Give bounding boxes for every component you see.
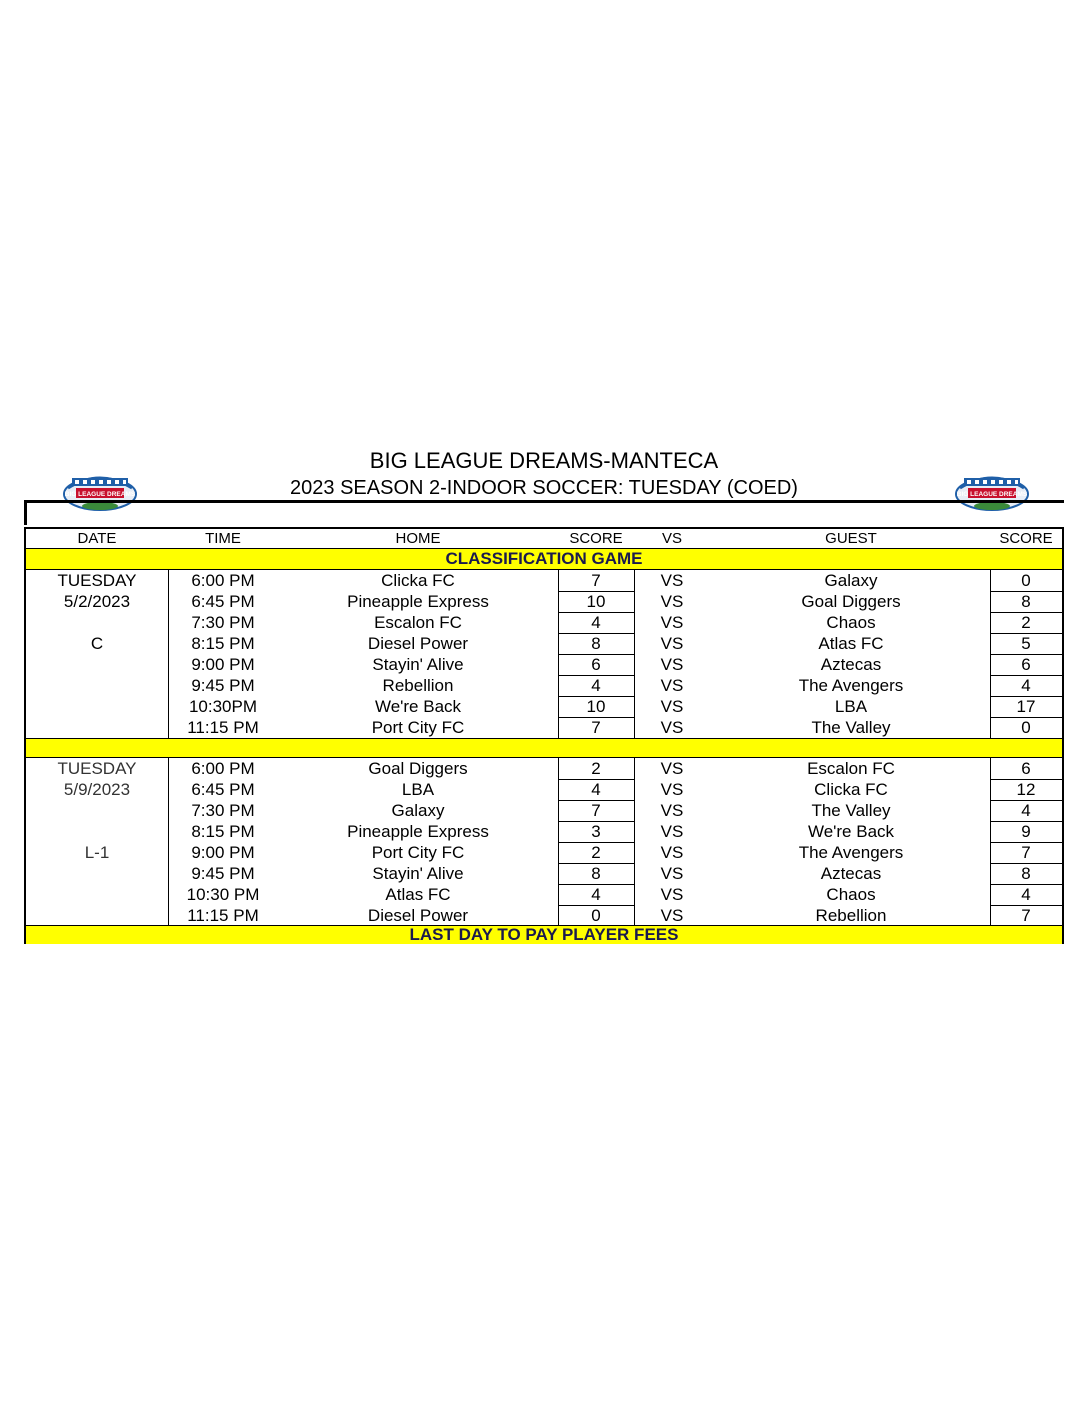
home-score: 10 — [586, 592, 606, 611]
game-row — [26, 842, 1062, 863]
vs-label: VS — [660, 718, 684, 737]
time-col-left-line — [168, 758, 169, 926]
schedule-table — [24, 527, 1064, 944]
score-cell-divider — [990, 654, 1062, 655]
vs-label: VS — [660, 571, 684, 590]
score-cell-divider — [990, 696, 1062, 697]
score-cell-divider — [558, 821, 634, 822]
guest-score: 17 — [1016, 697, 1036, 716]
guest-score: 6 — [1021, 759, 1031, 778]
game-row — [26, 570, 1062, 591]
score-cell-divider — [990, 591, 1062, 592]
score-col-right-line — [634, 758, 635, 926]
score-cell-divider — [558, 842, 634, 843]
guest-score: 4 — [1021, 885, 1031, 904]
game-time: 10:30PM — [188, 697, 258, 716]
header-rule — [24, 500, 1064, 503]
home-team: Pineapple Express — [347, 592, 489, 611]
game-time: 9:45 PM — [191, 864, 255, 883]
vs-label: VS — [660, 780, 684, 799]
score-cell-divider — [990, 717, 1062, 718]
header-rule-tick — [24, 500, 27, 525]
vs-label: VS — [660, 697, 684, 716]
col-guest-score: SCORE — [999, 530, 1053, 547]
home-team: Pineapple Express — [347, 822, 489, 841]
week-2-code: L-1 — [84, 843, 110, 862]
home-score: 4 — [591, 885, 601, 904]
logo-brand-text: BIG LEAGUE DREAMS — [64, 491, 136, 498]
guest-team: Chaos — [826, 613, 876, 632]
home-score: 3 — [591, 822, 601, 841]
guest-team: Rebellion — [815, 906, 887, 925]
week-1-block — [26, 570, 1062, 738]
guest-team: The Avengers — [798, 676, 904, 695]
guest-team: Aztecas — [820, 864, 882, 883]
game-time: 8:15 PM — [191, 822, 255, 841]
col-home-score: SCORE — [569, 530, 623, 547]
guest-team: Atlas FC — [818, 634, 884, 653]
vs-label: VS — [660, 906, 684, 925]
home-team: Clicka FC — [381, 571, 455, 590]
week-2-date: 5/9/2023 — [63, 780, 131, 799]
home-team: Diesel Power — [367, 634, 469, 653]
game-time: 9:00 PM — [191, 655, 255, 674]
score-cell-divider — [558, 675, 634, 676]
vs-label: VS — [660, 843, 684, 862]
guest-score: 7 — [1021, 843, 1031, 862]
score-cell-divider — [558, 800, 634, 801]
column-header-row — [26, 529, 1062, 550]
guest-score: 0 — [1021, 718, 1031, 737]
guest-team: We're Back — [807, 822, 895, 841]
col-vs: VS — [661, 530, 682, 547]
home-team: Rebellion — [382, 676, 454, 695]
home-team: Goal Diggers — [368, 759, 468, 778]
game-time: 9:45 PM — [191, 676, 255, 695]
stadium-logo-icon — [60, 466, 140, 514]
game-row — [26, 591, 1062, 612]
home-score: 8 — [591, 864, 601, 883]
home-score: 2 — [591, 759, 601, 778]
vs-label: VS — [660, 864, 684, 883]
game-time: 6:00 PM — [191, 571, 255, 590]
vs-label: VS — [660, 676, 684, 695]
game-time: 8:15 PM — [191, 634, 255, 653]
home-team: Stayin' Alive — [372, 864, 464, 883]
vs-label: VS — [660, 634, 684, 653]
guest-team: The Valley — [811, 718, 891, 737]
week-1-day: TUESDAY — [57, 571, 137, 590]
game-row — [26, 717, 1062, 738]
home-score: 4 — [591, 676, 601, 695]
game-time: 10:30 PM — [186, 885, 260, 904]
home-team: Galaxy — [391, 801, 445, 820]
game-time: 11:15 PM — [187, 718, 259, 737]
score-cell-divider — [558, 591, 634, 592]
game-row — [26, 633, 1062, 654]
page-title: BIG LEAGUE DREAMS-MANTECA — [369, 448, 719, 473]
guest-score: 0 — [1021, 571, 1031, 590]
score-cell-divider — [990, 800, 1062, 801]
score-cell-divider — [558, 654, 634, 655]
home-score: 7 — [591, 571, 601, 590]
game-row — [26, 758, 1062, 779]
game-row — [26, 696, 1062, 717]
guest-score: 12 — [1016, 780, 1036, 799]
score-cell-divider — [558, 696, 634, 697]
col-guest: GUEST — [825, 530, 877, 547]
home-team: Port City FC — [371, 718, 465, 737]
score-cell-divider — [990, 863, 1062, 864]
guest-score: 4 — [1021, 801, 1031, 820]
home-score: 8 — [591, 634, 601, 653]
score-cell-divider — [558, 779, 634, 780]
home-score: 10 — [586, 697, 606, 716]
game-time: 7:30 PM — [191, 801, 255, 820]
vs-label: VS — [660, 613, 684, 632]
home-team: Diesel Power — [367, 906, 469, 925]
week-2-day: TUESDAY — [57, 759, 137, 778]
logo-brand-text: BIG LEAGUE DREAMS — [956, 491, 1028, 498]
game-row — [26, 675, 1062, 696]
guest-score: 8 — [1021, 592, 1031, 611]
guest-team: Goal Diggers — [801, 592, 901, 611]
week-1-date: 5/2/2023 — [63, 592, 131, 611]
home-team: Port City FC — [371, 843, 465, 862]
score-cell-divider — [990, 905, 1062, 906]
guest-team: Escalon FC — [807, 759, 895, 778]
home-score: 6 — [591, 655, 601, 674]
score-cell-divider — [558, 633, 634, 634]
fees-band: LAST DAY TO PAY PLAYER FEES — [26, 925, 1062, 944]
home-score: 0 — [591, 906, 601, 925]
guest-team: Clicka FC — [814, 780, 888, 799]
game-row — [26, 884, 1062, 905]
game-time: 6:00 PM — [191, 759, 255, 778]
score-cell-divider — [558, 905, 634, 906]
page-subtitle: 2023 SEASON 2-INDOOR SOCCER: TUESDAY (COED) — [290, 477, 798, 499]
guest-score: 4 — [1021, 676, 1031, 695]
guest-team: The Valley — [811, 801, 891, 820]
guest-team: Galaxy — [824, 571, 878, 590]
home-team: Escalon FC — [374, 613, 462, 632]
guest-team: Aztecas — [820, 655, 882, 674]
score-cell-divider — [558, 884, 634, 885]
game-row — [26, 905, 1062, 926]
home-team: Stayin' Alive — [372, 655, 464, 674]
score-cell-divider — [558, 863, 634, 864]
vs-label: VS — [660, 885, 684, 904]
guest-team: LBA — [834, 697, 868, 716]
game-row — [26, 800, 1062, 821]
vs-label: VS — [660, 801, 684, 820]
score-cell-divider — [558, 717, 634, 718]
guest-score: 2 — [1021, 613, 1031, 632]
home-score: 7 — [591, 801, 601, 820]
home-team: Atlas FC — [385, 885, 451, 904]
guest-team: The Avengers — [798, 843, 904, 862]
game-time: 6:45 PM — [191, 592, 255, 611]
home-score: 4 — [591, 780, 601, 799]
vs-label: VS — [660, 592, 684, 611]
score-col-right-line — [634, 570, 635, 738]
home-score: 7 — [591, 718, 601, 737]
col-time: TIME — [205, 530, 241, 547]
classification-band: CLASSIFICATION GAME — [26, 548, 1062, 570]
game-time: 6:45 PM — [191, 780, 255, 799]
guest-score: 5 — [1021, 634, 1031, 653]
score-cell-divider — [990, 821, 1062, 822]
score-cell-divider — [990, 612, 1062, 613]
guest-score: 6 — [1021, 655, 1031, 674]
score-cell-divider — [990, 633, 1062, 634]
home-score: 2 — [591, 843, 601, 862]
home-team: LBA — [401, 780, 435, 799]
guest-score: 9 — [1021, 822, 1031, 841]
guest-score: 8 — [1021, 864, 1031, 883]
vs-label: VS — [660, 822, 684, 841]
game-time: 7:30 PM — [191, 613, 255, 632]
stadium-logo-icon — [952, 466, 1032, 514]
game-row — [26, 612, 1062, 633]
game-time: 11:15 PM — [187, 906, 259, 925]
week-1-code: C — [90, 634, 104, 653]
vs-label: VS — [660, 655, 684, 674]
game-row — [26, 779, 1062, 800]
game-row — [26, 863, 1062, 884]
guest-team: Chaos — [826, 885, 876, 904]
game-row — [26, 654, 1062, 675]
time-col-left-line — [168, 570, 169, 738]
col-home: HOME — [395, 530, 441, 547]
week-2-block — [26, 758, 1062, 926]
separator-band — [26, 738, 1062, 758]
home-score: 4 — [591, 613, 601, 632]
score-cell-divider — [558, 612, 634, 613]
guest-score: 7 — [1021, 906, 1031, 925]
score-cell-divider — [990, 779, 1062, 780]
col-date: DATE — [77, 530, 117, 547]
game-time: 9:00 PM — [191, 843, 255, 862]
game-row — [26, 821, 1062, 842]
score-cell-divider — [990, 842, 1062, 843]
vs-label: VS — [660, 759, 684, 778]
home-team: We're Back — [374, 697, 462, 716]
score-cell-divider — [990, 884, 1062, 885]
score-cell-divider — [990, 675, 1062, 676]
